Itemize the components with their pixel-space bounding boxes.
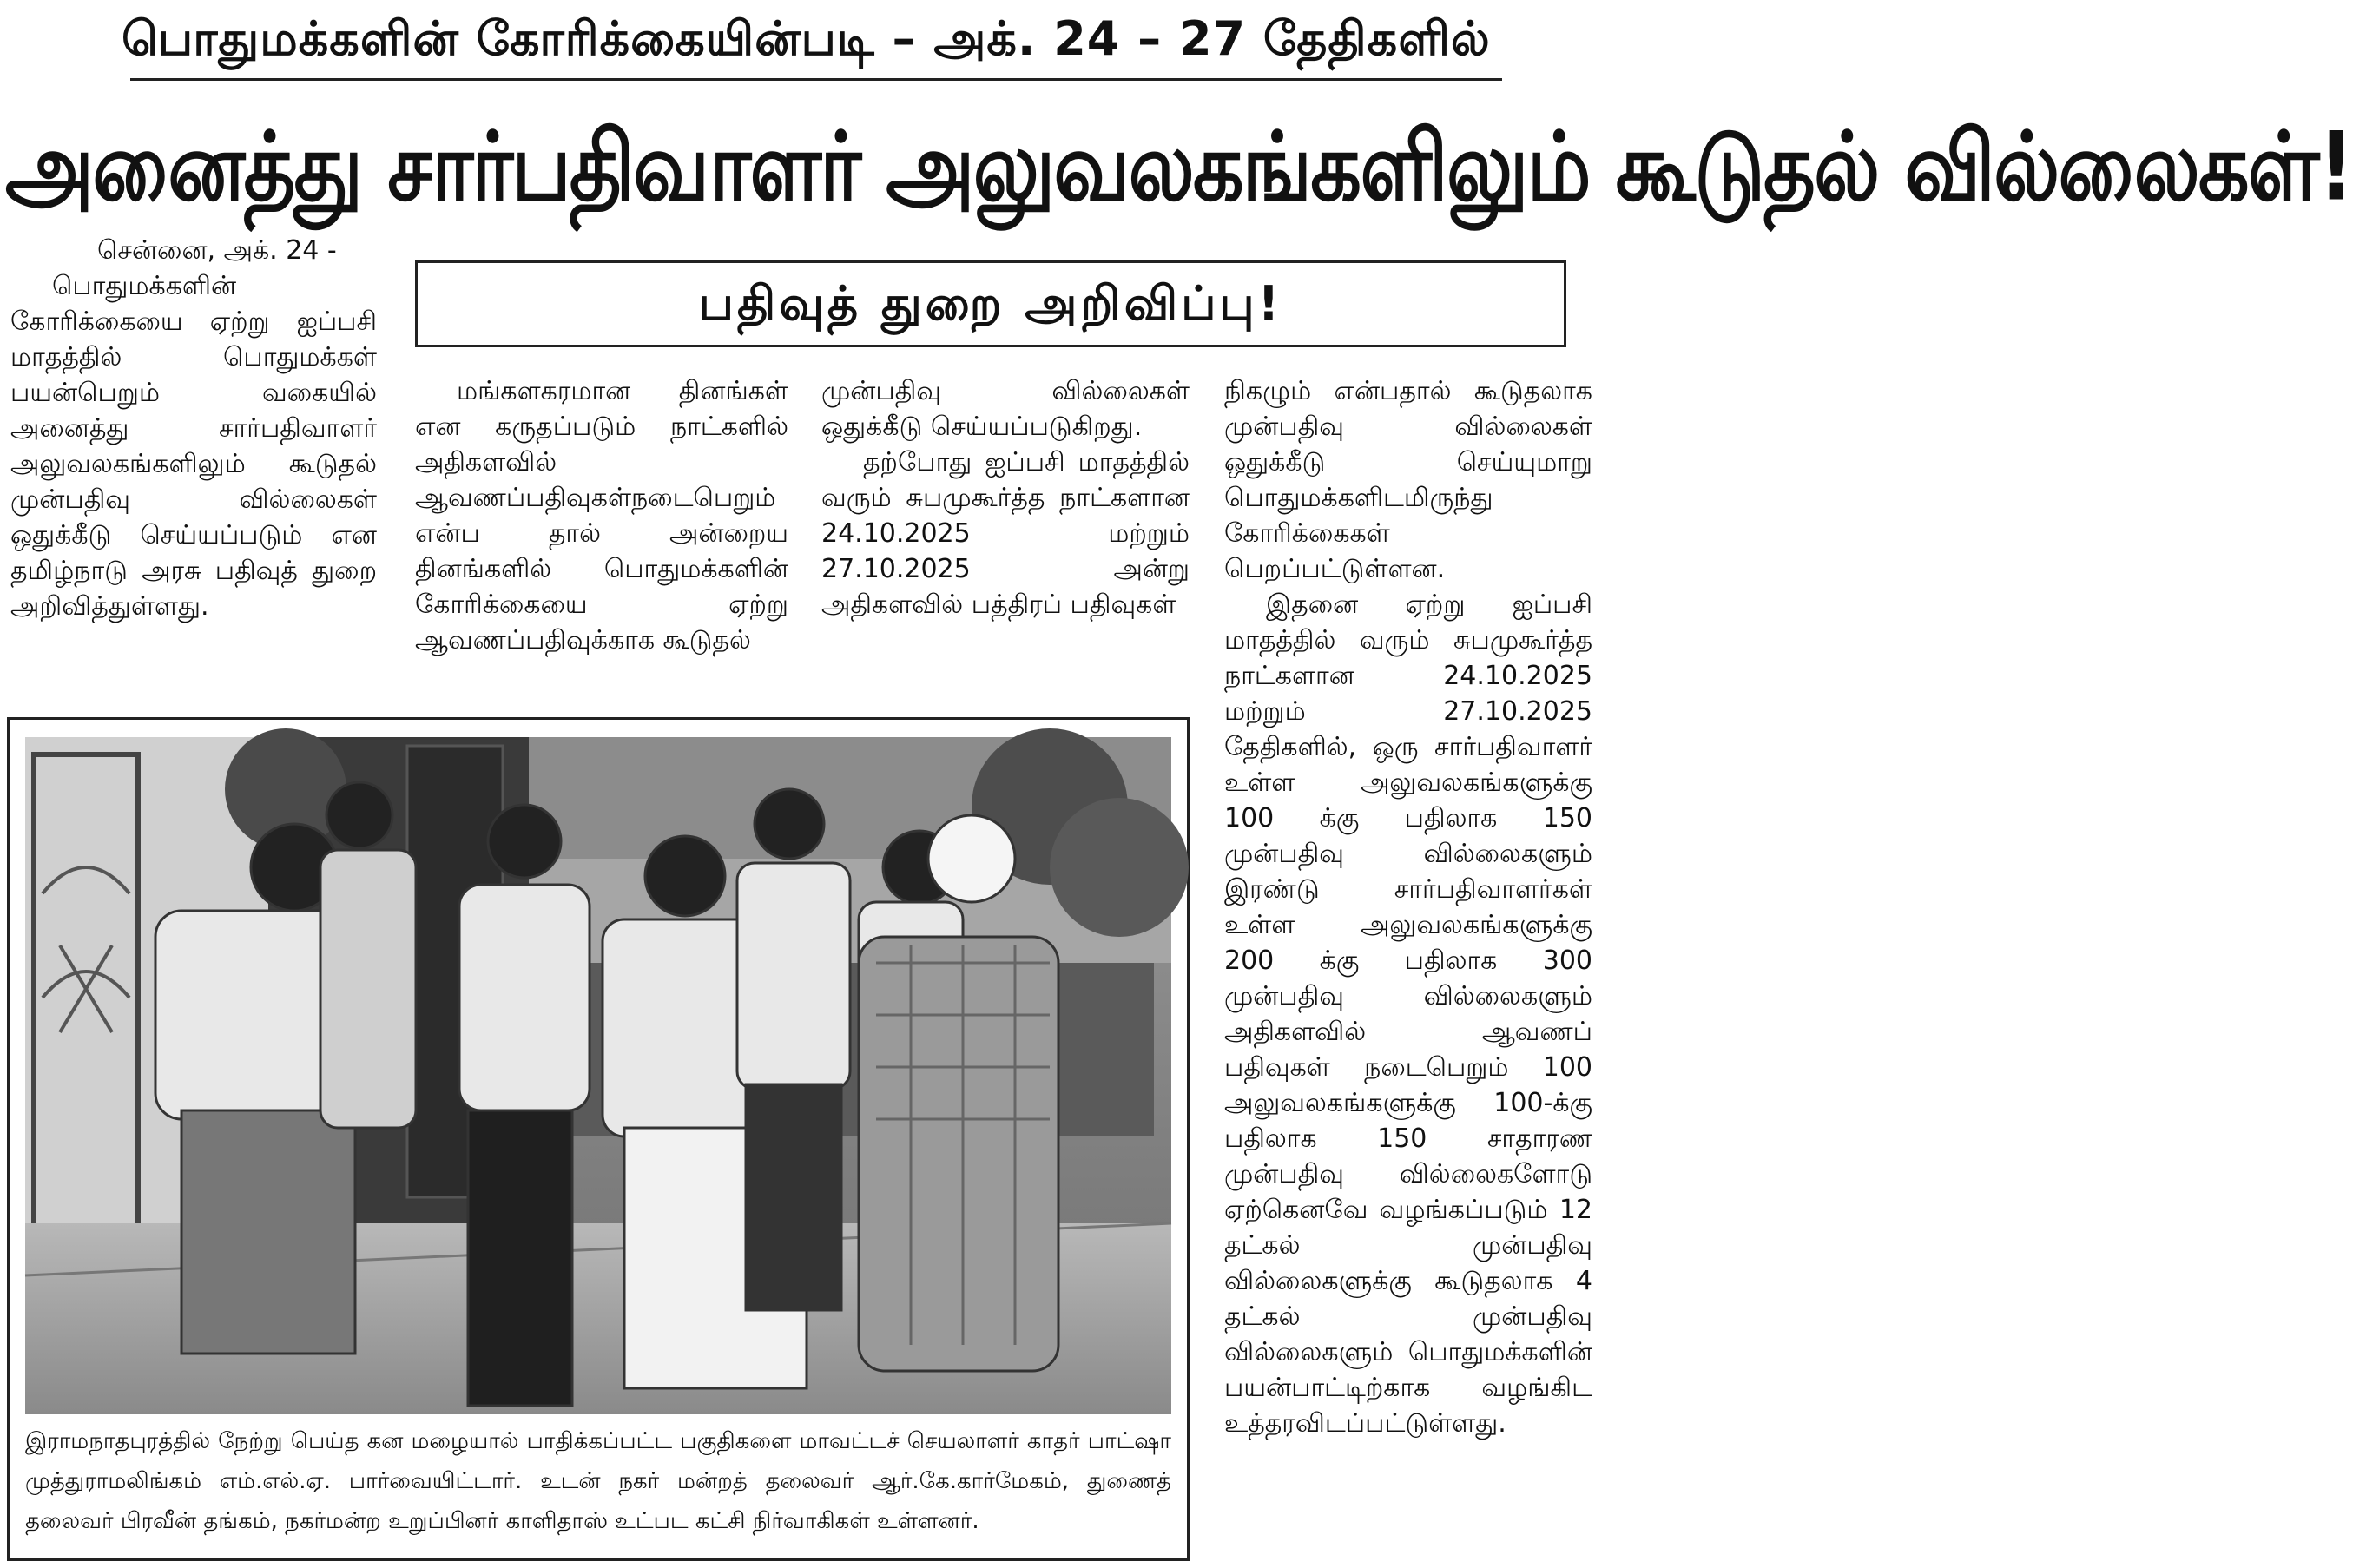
article-column-2: மங்களகரமான தினங்கள் என கருதப்படும் நாட்களில் அதிகளவில் ஆவணப்பதிவுகள்நடைபெறும் என்ப தால் அன்றைய தினங்களில் பொதுமக்களின் கோரிக்கையை ஏற்று ஆவணப்பதிவுக்காக கூடுதல் — [415, 376, 788, 656]
article-paragraph: தற்போது ஐப்பசி மாதத்தில் வரும் சுபமுகூர்த்த நாட்களான 24.10.2025 மற்றும் 27.10.2025 அன்று அதிகளவில் பத்திரப் பதிவுகள் — [821, 447, 1190, 620]
article-paragraph: நிகழும் என்பதால் கூடுதலாக முன்பதிவு வில்லைகள் ஒதுக்கீடு செய்யுமாறு பொதுமக்களிடமிருந்து கோரிக்கைகள் பெறப்பட்டுள்ளன. — [1224, 376, 1592, 584]
article-paragraph: முன்பதிவு வில்லைகள் ஒதுக்கீடு செய்யப்படுகிறது. — [821, 376, 1190, 442]
main-headline: அனைத்து சார்பதிவாளர் அலுவலகங்களிலும் கூடுதல் வில்லைகள்! — [5, 112, 2353, 222]
article-paragraph: இதனை ஏற்று ஐப்பசி மாதத்தில் வரும் சுபமுகூர்த்த நாட்களான 24.10.2025 மற்றும் 27.10.2025 தேதிகளில், ஒரு சார்பதிவாளர் உள்ள அலுவலகங்களுக்கு 100 க்கு பதிலாக 150 முன்பதிவு வில்லைகளும் இரண்டு சார்பதிவாளர்கள் உள்ள அலுவலகங்களுக்கு 200 க்கு பதிலாக 300 முன்பதிவு வில்லைகளும் அதிகளவில் ஆவணப் பதிவுகள் நடைபெறும் 100 அலுவலகங்களுக்கு 100-க்கு பதிலாக 150 சாதாரண முன்பதிவு வில்லைகளோடு ஏற்கெனவே வழங்கப்படும் 12 தட்கல் முன்பதிவு வில்லைகளுக்கு கூடுதலாக 4 தட்கல் முன்பதிவு வில்லைகளும் பொதுமக்களின் பயன்பாட்டிற்காக வழங்கிட உத்தரவிடப்பட்டுள்ளது. — [1224, 590, 1592, 1439]
article-column-4 — [1224, 373, 1592, 1441]
kicker-line: பொதுமக்களின் கோரிக்கையின்படி – அக். 24 – 27 தேதிகளில் — [122, 11, 1491, 66]
article-dateline: சென்னை, அக். 24 - — [97, 235, 337, 266]
news-photo — [25, 737, 1171, 1414]
kicker-divider — [130, 78, 1502, 81]
article-column-1 — [10, 233, 377, 624]
news-photo-illustration — [25, 737, 1171, 1414]
notice-box-title: பதிவுத் துறை அறிவிப்பு! — [415, 260, 1566, 347]
photo-caption: இராமநாதபுரத்தில் நேற்று பெய்த கன மழையால் பாதிக்கப்பட்ட பகுதிகளை மாவட்டச் செயலாளர் காதர் பாட்ஷா முத்துராமலிங்கம் எம்.எல்.ஏ. பார்வையிட்டார். உடன் நகர் மன்றத் தலைவர் ஆர்.கே.கார்மேகம், துணைத் தலைவர் பிரவீன் தங்கம், நகர்மன்ற உறுப்பினர் காளிதாஸ் உட்பட கட்சி நிர்வாகிகள் உள்ளனர். — [25, 1428, 1171, 1534]
article-lead-paragraph: பொதுமக்களின் கோரிக்கையை ஏற்று ஐப்பசி மாதத்தில் பொதுமக்கள் பயன்பெறும் வகையில் அனைத்து சார்பதிவாளர் அலுவலகங்களிலும் கூடுதல் முன்பதிவு வில்லைகள் ஒதுக்கீடு செய்யப்படும் என தமிழ்நாடு அரசு பதிவுத் துறை அறிவித்துள்ளது. — [10, 271, 377, 622]
article-column-3 — [821, 373, 1190, 623]
photo-frame — [7, 717, 1190, 1561]
